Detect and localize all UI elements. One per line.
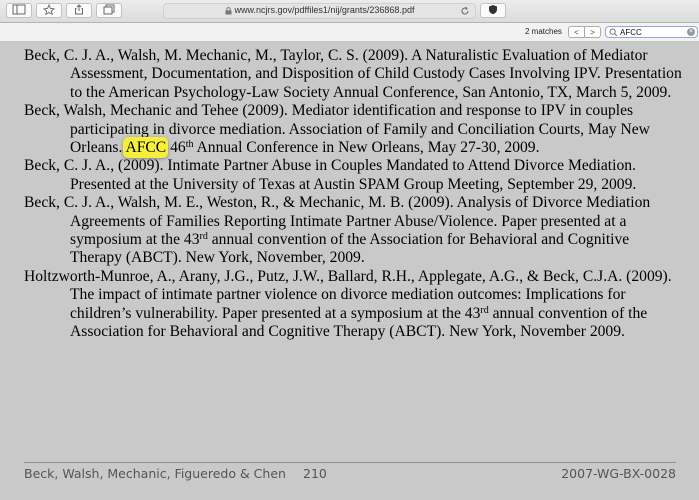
bookmarks-button[interactable] <box>36 3 62 18</box>
url-text: www.ncjrs.gov/pdffiles1/nij/grants/236868.pdf <box>234 5 415 15</box>
reference-entry: Beck, Walsh, Mechanic and Tehee (2009). Mediator identification and response to IPV in couples participating in divorce mediation. Association of Family and Conciliation Courts, May New Orleans. AFCC 46th Annual Conference in New Orleans, May 27-30, 2009. <box>24 102 650 157</box>
sidebar-icon <box>12 4 26 15</box>
next-match-button[interactable]: > <box>584 27 600 37</box>
reference-entry: Beck, C. J. A., Walsh, M. Mechanic, M., Taylor, C. S. (2009). A Naturalistic Evaluation of Mediator Assessment, Documentation, and Disposition of Child Custody Cases Involving IPV. Presentation to the American Psychology-Law Society Annual Conference, San Antonio, TX, March 5, 2009. <box>24 47 682 101</box>
page-number: 210 <box>303 466 327 481</box>
match-count: 2 matches <box>525 27 562 36</box>
tabs-button[interactable] <box>96 3 122 18</box>
find-query: AFCC <box>620 28 642 37</box>
reload-icon[interactable] <box>460 6 470 16</box>
reference-entry: Beck, C. J. A., Walsh, M. E., Weston, R., & Mechanic, M. B. (2009). Analysis of Divorce Mediation Agreements of Families Reporting Intimate Partner Abuse/Violence. Paper presented at a symposium at the 43rd annual convention of the Association for Behavioral and Cognitive Therapy (ABCT). New York, November, 2009. <box>24 194 651 267</box>
reference-entry: Holtzworth-Munroe, A., Arany, J.G., Putz, J.W., Ballard, R.H., Applegate, A.G., & Beck, C.J.A. (2009). The impact of intimate partner violence on divorce mediation outcomes: Implications for children’s vulnerability. Paper presented at a symposium at the 43rd annual convention of the Association for Behavioral and Cognitive Therapy (ABCT). New York, November 2009. <box>24 267 672 341</box>
share-button[interactable] <box>66 3 92 18</box>
search-icon <box>609 28 618 37</box>
sidebar-button[interactable] <box>6 3 32 18</box>
grant-number: 2007-WG-BX-0028 <box>561 466 676 481</box>
find-navigation <box>568 26 601 38</box>
pdf-document-view[interactable] <box>0 42 699 500</box>
clear-search-icon[interactable]: × <box>688 28 694 35</box>
privacy-button[interactable] <box>480 3 506 18</box>
search-highlight: AFCC <box>125 139 167 157</box>
reference-entry: Beck, C. J. A., (2009). Intimate Partner Abuse in Couples Mandated to Attend Divorce Mediation. Presented at the University of Texas at Austin SPAM Group Meeting, September 29, 2009. <box>24 157 637 193</box>
reference-list <box>24 47 684 342</box>
lock-icon <box>225 7 232 15</box>
browser-toolbar <box>0 0 699 23</box>
tabs-icon <box>102 4 116 15</box>
shield-icon <box>486 4 500 15</box>
bookmarks-icon <box>42 4 56 15</box>
previous-match-button[interactable]: < <box>574 27 579 37</box>
address-bar[interactable] <box>163 3 476 19</box>
find-input[interactable] <box>605 26 698 38</box>
footer-divider <box>24 462 676 463</box>
find-bar <box>0 23 699 42</box>
footer-authors: Beck, Walsh, Mechanic, Figueredo & Chen <box>24 466 286 481</box>
share-icon <box>72 4 86 15</box>
